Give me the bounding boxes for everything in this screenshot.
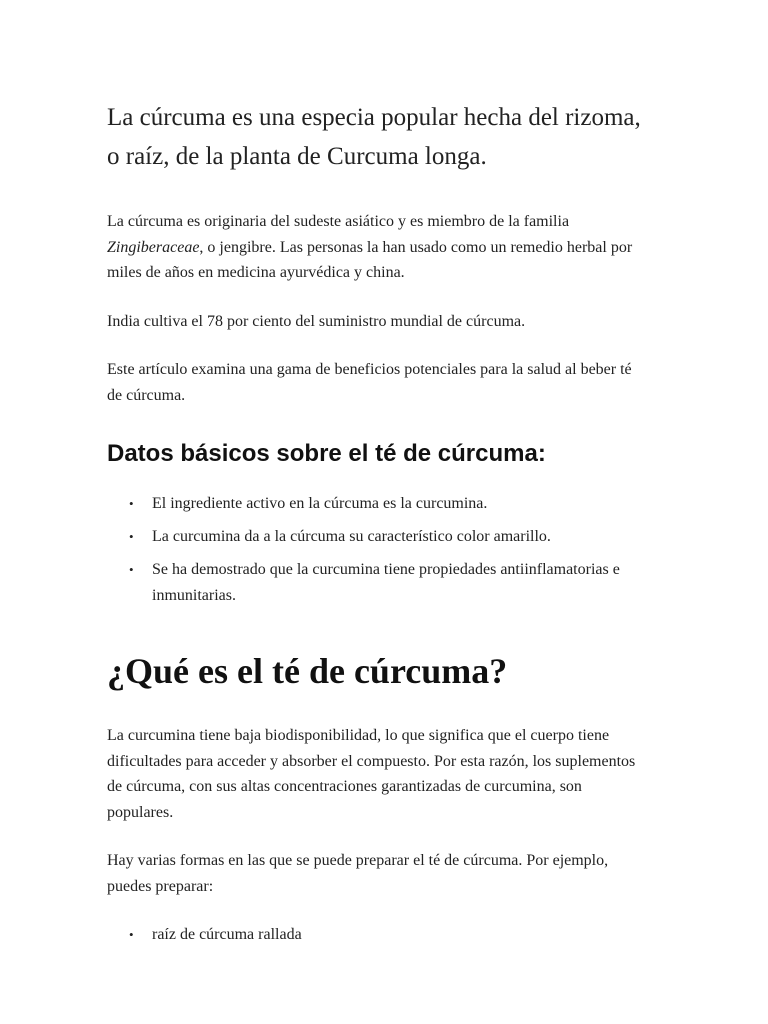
facts-list	[107, 491, 650, 608]
bullet-icon: •	[129, 496, 134, 511]
list-item-text: El ingrediente activo en la cúrcuma es la curcumina.	[152, 495, 488, 512]
origin-text-end: , o jengibre. Las personas la han usado como un remedio herbal por miles de años en medicina ayurvédica y china.	[107, 238, 633, 281]
origin-paragraph	[107, 209, 650, 286]
list-item-text: Se ha demostrado que la curcumina tiene propiedades antiinflamatorias e inmunitarias.	[152, 561, 620, 604]
lead-paragraph: La cúrcuma es una especia popular hecha del rizoma, o raíz, de la planta de Curcuma longa.	[107, 104, 641, 170]
intro-paragraph: Este artículo examina una gama de beneficios potenciales para la salud al beber té de cúrcuma.	[107, 361, 632, 404]
list-item	[107, 557, 650, 608]
preparation-list	[107, 922, 650, 948]
list-item	[107, 524, 650, 550]
bullet-icon: •	[129, 529, 134, 544]
india-paragraph: India cultiva el 78 por ciento del suministro mundial de cúrcuma.	[107, 312, 526, 330]
list-item-text: La curcumina da a la cúrcuma su característico color amarillo.	[152, 528, 551, 545]
bioavailability-paragraph: La curcumina tiene baja biodisponibilidad, lo que significa que el cuerpo tiene dificultades para acceder y absorber el compuesto. Por esta razón, los suplementos de cúrcuma, con sus altas concentraciones garantizadas de curcumina, son populares.	[107, 727, 636, 821]
facts-heading: Datos básicos sobre el té de cúrcuma:	[107, 440, 546, 467]
list-item	[107, 922, 650, 948]
family-name-italic: Zingiberaceae	[107, 238, 200, 256]
origin-text-start: La cúrcuma es originaria del sudeste asiático y es miembro de la familia	[107, 213, 570, 230]
list-item	[107, 491, 650, 517]
preparation-paragraph: Hay varias formas en las que se puede preparar el té de cúrcuma. Por ejemplo, puedes preparar:	[107, 852, 609, 895]
bullet-icon: •	[129, 562, 134, 577]
bullet-icon: •	[129, 927, 134, 942]
list-item-text: raíz de cúrcuma rallada	[152, 926, 302, 943]
section-heading: ¿Qué es el té de cúrcuma?	[107, 651, 508, 691]
